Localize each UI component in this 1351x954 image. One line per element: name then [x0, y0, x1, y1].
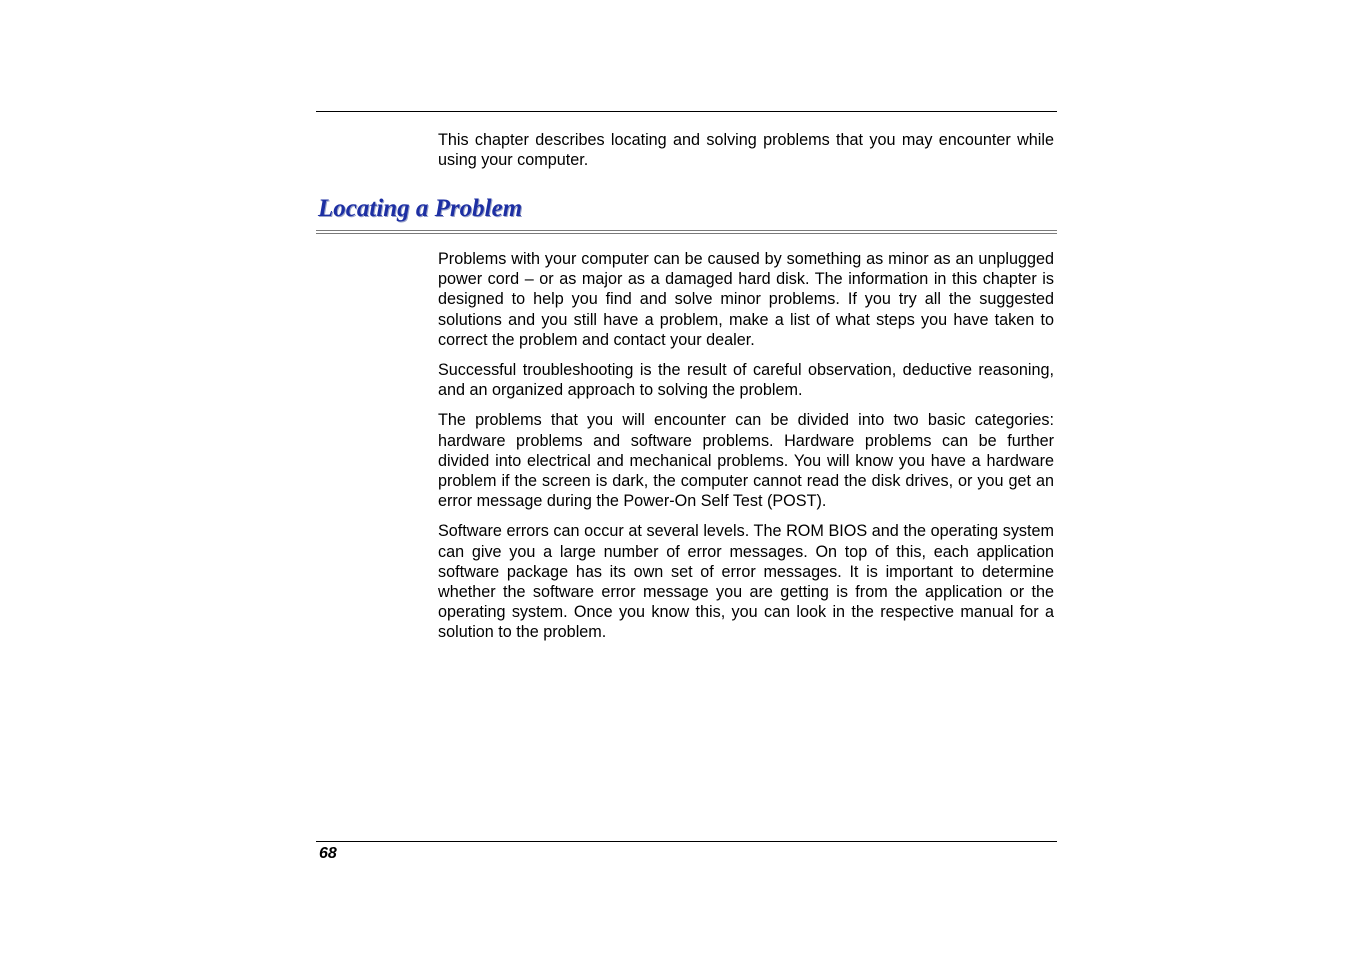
- section-body: [438, 249, 1054, 653]
- header-rule: [316, 111, 1057, 112]
- body-paragraph: Software errors can occur at several levels. The ROM BIOS and the operating system can give you a large number of error messages. On top of this, each application software package has its own set of error messages. It is important to determine whether the software error message you are getting is from the application or the operating system. Once you know this, you can look in the respective manual for a solution to the problem.: [438, 522, 1054, 642]
- section-title-rule-top: [316, 230, 1057, 231]
- body-paragraph: The problems that you will encounter can be divided into two basic categories: hardware problems and software problems. Hardware problems can be further divided into electrical and mechanical problems. You will know you have a hardware problem if the screen is dark, the computer cannot read the disk drives, or you get an error message during the Power-On Self Test (POST).: [438, 411, 1054, 511]
- section-title-rule-bottom: [316, 233, 1057, 234]
- body-paragraph: Problems with your computer can be caused by something as minor as an unplugged power cord – or as major as a damaged hard disk. The information in this chapter is designed to help you find and solve minor problems. If you try all the suggested solutions and you still have a problem, make a list of what steps you have taken to correct the problem and contact your dealer.: [438, 250, 1054, 349]
- manual-page: [316, 0, 1057, 954]
- page-number: 68: [319, 845, 337, 862]
- body-paragraph: Successful troubleshooting is the result of careful observation, deductive reasoning, and an organized approach to solving the problem.: [438, 361, 1054, 400]
- chapter-intro: This chapter describes locating and solving problems that you may encounter while using your computer.: [438, 131, 1054, 170]
- footer-rule: [316, 841, 1057, 842]
- section-title: Locating a Problem: [318, 195, 523, 222]
